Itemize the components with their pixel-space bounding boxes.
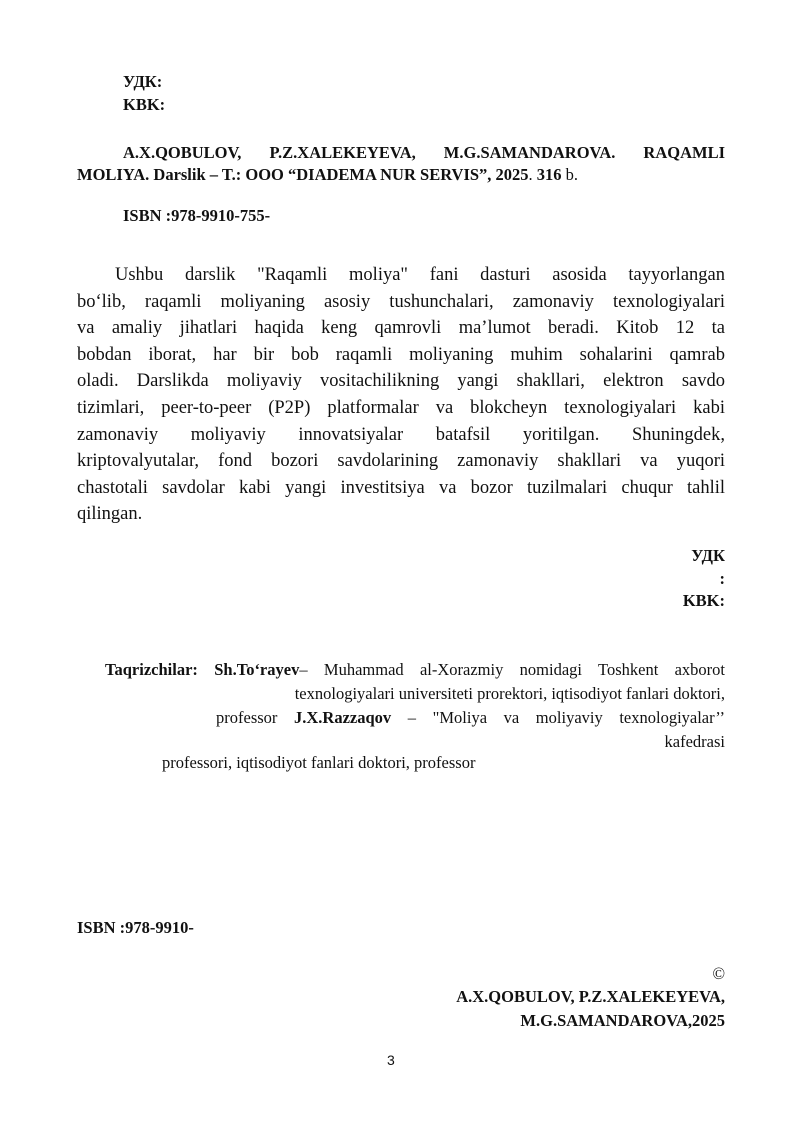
reviewers-line-1 — [105, 660, 725, 680]
copyright-symbol: © — [712, 964, 725, 983]
abstract-line: oladi. Darslikda moliyaviy vositachilikning yangi shakllari, elektron savdo — [77, 371, 725, 392]
reviewers-line-2: texnologiyalari universiteti prorektori, iqtisodiyot fanlari doktori, — [294, 684, 725, 703]
copyright-authors-line-1: A.X.QOBULOV, P.Z.XALEKEYEVA, — [456, 987, 725, 1006]
reviewers-professor: professor — [216, 708, 295, 727]
abstract-line: bo‘lib, raqamli moliyaning asosiy tushunchalari, zamonaviy texnologiyalari — [77, 291, 725, 312]
reviewer-1-text: – Muhammad al-Xorazmiy nomidagi Toshkent axborot — [299, 660, 725, 679]
reviewers-line-5: professori, iqtisodiyot fanlari doktori, professor — [162, 753, 476, 772]
abstract-line: chastotali savdolar kabi yangi investitsiya va bozor tuzilmalari chuqur tahlil — [77, 477, 725, 498]
citation-line-2 — [77, 165, 578, 185]
citation-dot: . — [528, 165, 537, 184]
copyright-authors-line-2: M.G.SAMANDAROVA,2025 — [520, 1011, 725, 1030]
citation-line-1: A.X.QOBULOV, P.Z.XALEKEYEVA, M.G.SAMANDAROVA. RAQAMLI — [123, 143, 725, 162]
udk-right: УДК — [691, 546, 725, 565]
isbn-top: ISBN :978-9910-755- — [123, 206, 271, 225]
abstract-line: zamonaviy moliyaviy innovatsiyalar batafsil yoritilgan. Shuningdek, — [77, 424, 725, 445]
reviewers-line-3 — [216, 708, 725, 728]
reviewer-2-text: – "Moliya va moliyaviy texnologiyalar’’ — [391, 708, 726, 727]
abstract-line: bobdan iborat, har bir bob raqamli moliyaning muhim sohalarini qamrab — [77, 344, 725, 365]
udk-label: УДК: — [123, 72, 163, 91]
isbn-bottom: ISBN :978-9910- — [77, 918, 194, 937]
reviewer-1-name: Sh.To‘rayev — [214, 660, 300, 679]
kbk-right: KBK: — [682, 591, 725, 610]
abstract-line: kriptovalyutalar, fond bozori savdolarining zamonaviy shakllari va yuqori — [77, 451, 725, 472]
citation-title: MOLIYA. Darslik – T.: OOO “DIADEMA NUR SERVIS”, 2025 — [77, 165, 529, 184]
abstract-line: qilingan. — [77, 504, 143, 525]
citation-pages: 316 — [536, 165, 562, 184]
reviewer-2-name: J.X.Razzaqov — [294, 708, 392, 727]
page-number: 3 — [387, 1052, 395, 1068]
citation-pages-unit: b. — [561, 165, 579, 184]
abstract-paragraph — [77, 262, 725, 528]
udk-colon-right: : — [719, 569, 725, 588]
kbk-label: KBK: — [123, 95, 166, 114]
reviewers-line-4: kafedrasi — [664, 732, 725, 751]
abstract-line: tizimlari, peer-to-peer (P2P) platformalar va blokcheyn texnologiyalari kabi — [77, 397, 725, 418]
abstract-line: Ushbu darslik "Raqamli moliya" fani dasturi asosida tayyorlangan — [115, 265, 725, 285]
reviewers-label: Taqrizchilar: — [105, 660, 198, 679]
abstract-line: va amaliy jihatlari haqida keng qamrovli ma’lumot beradi. Kitob 12 ta — [77, 318, 725, 339]
